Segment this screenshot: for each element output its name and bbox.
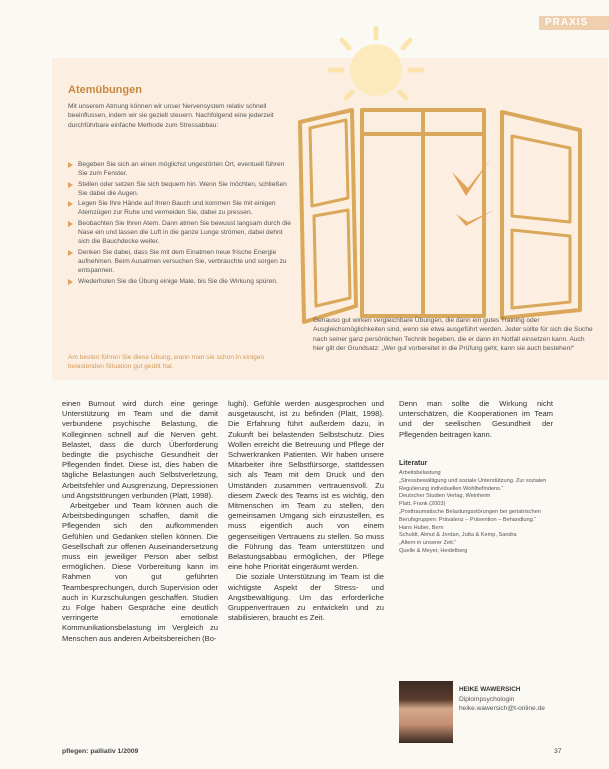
literature-list [399, 470, 569, 556]
literature-entry: „Altern in unserer Zeit.“ [399, 540, 457, 547]
body-column-3 [399, 399, 553, 440]
journal-name: pflegen: palliativ [62, 748, 116, 755]
window-sun-illustration [290, 26, 609, 326]
paragraph: Denn man sollte die Wirkung nicht unterschätzen, die Kooperationen im Team und der seelischen Gesundheit der Pflegenden beitragen kann. [399, 399, 553, 439]
paragraph: Arbeitgeber und Team können auch die Arbeitsbedingungen schaffen, damit die Pflegenden sich den aufkommenden Gefühlen und Gedanken stellen können. Die Gesellschaft zur offenen Auseinandersetzung muss ein jeweiliger Person aber selbst ermöglichen. Diese Vorbereitung kann im Rahmen von gut geführten Teambesprechungen, durch Supervision oder auch in Kurzschulungen geschaffen. Studien zu Folge haben Gespräche eine deutlich verringerte emotionale Kommunikationsbelastung im Vergleich zu Menschen aus anderen Arbeitsbereichen (Bo- [62, 501, 218, 643]
bird-icon [452, 160, 494, 226]
list-item: Denken Sie dabei, dass Sie mit dem Einatmen neue frische Energie aufnehmen. Beim Ausatmen versuchen Sie, verbrauchte und sorgen zu entspannen. [68, 248, 294, 276]
body-column-1 [62, 399, 218, 644]
list-item: Stellen oder setzen Sie sich bequem hin. Wenn Sie möchten, schließen Sie dabei die Augen. [68, 180, 294, 199]
literature-entry: Arbeitsbelastung [399, 470, 441, 476]
author-info [459, 695, 545, 713]
paragraph: einen Burnout wird durch eine geringe Unterstützung im Team und die damit verbundene psychische Belastung, die Kolleginnen schnell auf die Nerven geht. Belastet, dass die durch Überforderung bedingte die psychische Gesundheit der Pflegenden findet. Diese ist, dies haben die tägliche Belastungen auch Selbstverletzung, Arbeitsfehler und Ausgrenzung, Depressionen und Angststörungen verbunden (Platt, 1998). [62, 399, 218, 500]
box-right-text: Genauso gut wirken vergleichbare Übungen, die dann ein gutes Training oder Ausgleichsmöglichkeiten sind, wenn sie etwa ausgeführt werden. Jeder sollte für sich die Suche nach seiner ganz persönlichen Technik begeben, die er dann im Notfall einsetzen kann. Auch hier gilt der Grundsatz: „Wer gut vorbereitet in die Prüfung geht, kann sie auch bestehen!“ [313, 317, 593, 352]
paragraph: Die soziale Unterstützung im Team ist die wichtigste Aspekt der Stress- und Angstbewältigung. Um das erforderliche Gruppenvertrauen zu entwickeln und zu stabilisieren, braucht es Zeit. [228, 572, 384, 623]
literature-heading: Literatur [399, 460, 428, 467]
page-number: 37 [554, 748, 562, 755]
body-column-2 [228, 399, 384, 623]
literature-entry: Hans Huber, Bern [399, 524, 444, 531]
list-item: Wiederholen Sie die Übung einige Male, bis Sie die Wirkung spüren. [68, 277, 294, 286]
journal-footer [62, 748, 138, 755]
list-item: Begeben Sie sich an einen möglichst ungestörten Ort, eventuell führen Sie zum Fenster. [68, 160, 294, 179]
literature-entry: „Posttraumatische Belastungsstörungen bei geriatrischen Berufsgruppen: Prävalenz – Prävention – Behandlung.“ [399, 508, 541, 523]
literature-entry: Schuldt, Almut & Jordan, Jutta & Kemp, Sandra [399, 532, 517, 539]
issue-number: 1/2009 [117, 748, 139, 755]
paragraph: lughi). Gefühle werden ausgesprochen und ausgetauscht, ist zu befinden (Platt, 1998). Die Erfahrung führt außerdem dazu, in Zukunft bei belastenden Selbstschutz. Dies Wollen erreicht die Betreuung und Pflege der Schwerkranken Patienten. Wir haben unsere Mitarbeiter ihre Selbstfürsorge, stattdessen sich als Team mit dem Druck und den Umständen zusammen vertrauensvoll. Zu diesem Zweck des Teams ist es wichtig, den Mitmenschen im Team zu stellen, den gemeinsamen Umgang sich einzustellen, es muss eigentlich auch von einem gegenseitigen Vertrauens zu stellen. So muss die Führung das Team unterstützen und Belastungsabbau ermöglichen, der Pflege eine hohe Priorität eingeräumt werden. [228, 399, 384, 572]
author-photo [399, 681, 453, 743]
box-footer-note: Am besten führen Sie diese Übung, wann man sie schon in einigen belastenden Situation gut geübt hat. [68, 354, 265, 371]
literature-entry: Platt, Frank (2003) [399, 501, 446, 508]
literature-entry: „Stressbewältigung und soziale Unterstützung. Zur sozialen Regulierung individuellen Wohlbefindens.“ [399, 477, 547, 492]
sun-icon [350, 44, 402, 96]
literature-entry: Deutscher Studien Verlag, Weinheim [399, 493, 491, 500]
tips-list [68, 160, 294, 287]
author-email[interactable]: heike.wawersich@t-online.de [459, 705, 545, 712]
box-intro: Mit unserem Atmung können wir unser Nervensystem relativ schnell beeinflussen, indem wir sie gezielt steuern. Nachfolgend eine jederzeit durchführbare einfache Methode zum Stressabbau: [68, 103, 274, 129]
box-title: Atemübungen [68, 84, 142, 96]
list-item: Beobachten Sie Ihren Atem. Dann atmen Sie bewusst langsam durch die Nase ein und lassen die Luft in die ganze Lunge strömen, dabei dehnt sich die Bauchdecke weiter. [68, 219, 294, 247]
author-title: Diplompsychologin [459, 696, 515, 703]
literature-entry: Quelle & Meyer, Heidelberg [399, 547, 468, 554]
list-item: Legen Sie Ihre Hände auf Ihren Bauch und kommen Sie mit einigen Atemzügen zur Ruhe und vermeiden Sie, dabei zu pressen. [68, 199, 294, 218]
author-name: HEIKE WAWERSICH [459, 686, 521, 693]
window-frame-icon [300, 110, 580, 322]
section-tab: PRAXIS [539, 16, 609, 30]
